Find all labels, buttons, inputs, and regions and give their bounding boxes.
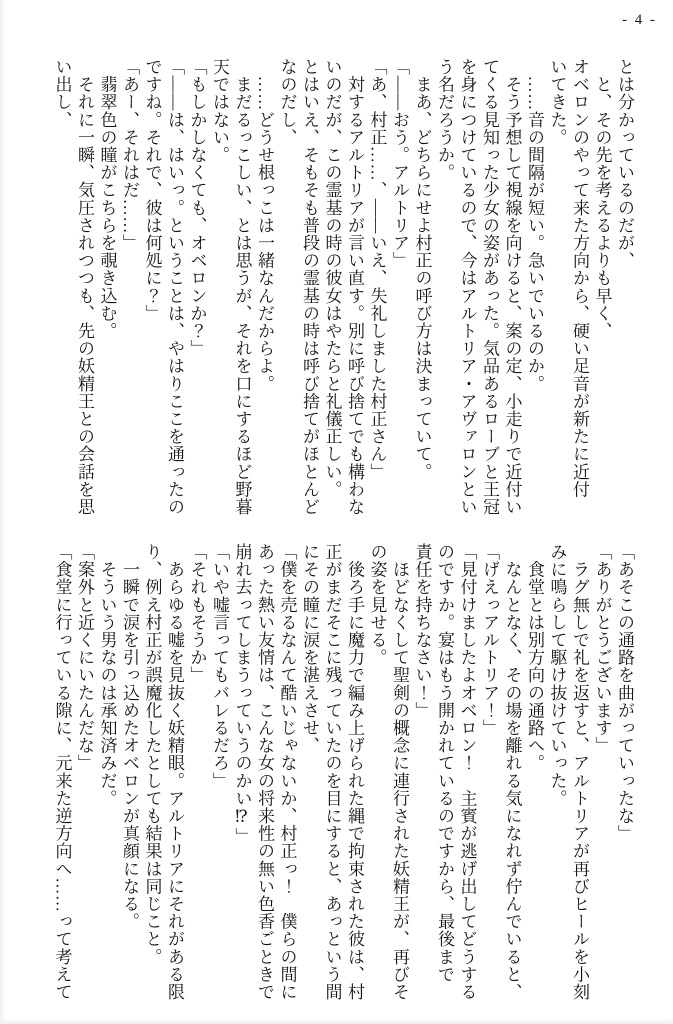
text-line: 「あー、それはだ……」 bbox=[120, 58, 139, 252]
text-line: まだるっこしい、とは思うが、それを口にするほど野暮 bbox=[232, 58, 252, 516]
text-line: あった熱い友情は、こんな女の将来性の無い色香ごときで bbox=[255, 543, 274, 1001]
text-line: なのだし、 bbox=[277, 58, 297, 146]
text-line: 一瞬で涙を引っ込めたオベロンが真顔になる。 bbox=[120, 543, 139, 931]
text-line: いてきた。 bbox=[547, 58, 567, 146]
text-line: とはいえ、そもそも普段の霊基の時は呼び捨てがほとんど bbox=[300, 58, 319, 516]
text-line: 「見付けましたよオベロン！ 主賓が逃げ出してどうする bbox=[457, 543, 477, 1001]
text-line: 「それもそうか」 bbox=[187, 543, 207, 684]
text-line: い出し、 bbox=[52, 58, 72, 129]
text-line: とは分かっているのだが、 bbox=[615, 58, 634, 270]
text-line: 責任を持ちなさい！」 bbox=[412, 543, 432, 719]
text-line: のですか。宴はもう開かれているのですから、最後まで bbox=[435, 543, 454, 983]
text-line: 天ではない。 bbox=[210, 58, 229, 164]
text-line: にその瞳に涙を湛えさせ、 bbox=[300, 543, 319, 755]
text-line: そう予想して視線を向けると、案の定、小走りで近付い bbox=[502, 58, 522, 516]
text-line: 「いや嘘言ってもバレるだろ」 bbox=[210, 543, 229, 790]
text-line: 「もしかしなくても、オベロンか？」 bbox=[187, 58, 207, 358]
text-line: ……音の間隔が短い。急いでいるのか。 bbox=[525, 58, 544, 393]
text-line: 翡翠色の瞳がこちらを覗き込む。 bbox=[97, 58, 117, 340]
text-line: そういう男なのは承知済みだ。 bbox=[97, 543, 117, 807]
text-block-bottom bbox=[50, 543, 635, 1001]
text-line: あらゆる嘘を見抜く妖精眼。アルトリアにそれがある限 bbox=[165, 543, 184, 1001]
text-line: 「げえっアルトリア！」 bbox=[480, 543, 499, 737]
text-line: いのだが、この霊基の時の彼女はやたらと礼儀正しい。 bbox=[322, 58, 342, 498]
text-line: 「――は、はいっ。ということは、やはりここを通ったの bbox=[165, 58, 184, 516]
text-line: 「あ、村正……、――いえ、失礼しました村正さん」 bbox=[367, 58, 387, 481]
text-line: り、例え村正が誤魔化したとしても結果は同じこと。 bbox=[142, 543, 162, 966]
text-line: 「僕を売るなんて酷いじゃないか、村正っ！ 僕らの間に bbox=[277, 543, 297, 1001]
text-line: う名だろうか。 bbox=[435, 58, 454, 182]
text-line: 「案外と近くにいたんだな」 bbox=[75, 543, 94, 772]
text-line: みに鳴らして駆け抜けていった。 bbox=[547, 543, 567, 807]
text-line: 「食堂に行っている隙に、元来た逆方向へ……って考えて bbox=[52, 543, 72, 1001]
text-line: それに一瞬、気圧されつつも、先の妖精王との会話を思 bbox=[75, 58, 94, 516]
text-block-top bbox=[50, 58, 635, 516]
text-line: まあ、どちらにせよ村正の呼び方は決まっていて。 bbox=[412, 58, 432, 481]
text-line: なんとなく、その場を離れる気になれず佇んでいると、 bbox=[502, 543, 522, 1001]
text-line: 対するアルトリアが言い直す。別に呼び捨てでも構わな bbox=[345, 58, 364, 516]
text-line: 「――おう。アルトリア」 bbox=[390, 58, 409, 270]
text-line: を身につけているので、今はアルトリア・アヴァロンとい bbox=[457, 58, 477, 516]
text-line: ……どうせ根っこは一緒なんだからよ。 bbox=[255, 58, 274, 393]
page-number: - 4 - bbox=[622, 12, 657, 28]
text-line: と、その先を考えるよりも早く、 bbox=[592, 58, 612, 340]
text-line: 後ろ手に魔力で編み上げられた縄で拘束された彼は、村 bbox=[345, 543, 364, 1001]
text-line: 食堂とは別方向の通路へ。 bbox=[525, 543, 544, 772]
text-line: オベロンのやって来た方向から、硬い足音が新たに近付 bbox=[570, 58, 589, 498]
text-line: ラグ無しで礼を返すと、アルトリアが再びヒールを小刻 bbox=[570, 543, 589, 1001]
text-line: ほどなくして聖剣の概念に連行された妖精王が、再びそ bbox=[390, 543, 409, 1001]
text-line: 「あそこの通路を曲がっていったな」 bbox=[615, 543, 634, 843]
text-line: の姿を見せる。 bbox=[367, 543, 387, 667]
text-line: ですね。それで、彼は何処に？」 bbox=[142, 58, 162, 322]
text-line: 「ありがとうございます」 bbox=[592, 543, 612, 755]
text-line: 崩れ去ってしまうっていうのかい⁉」 bbox=[232, 543, 252, 846]
text-line: てくる見知った少女の姿があった。気品あるローブと王冠 bbox=[480, 58, 499, 516]
text-line: 正がまだそこに残っていたのを目にすると、あっという間 bbox=[322, 543, 342, 1001]
